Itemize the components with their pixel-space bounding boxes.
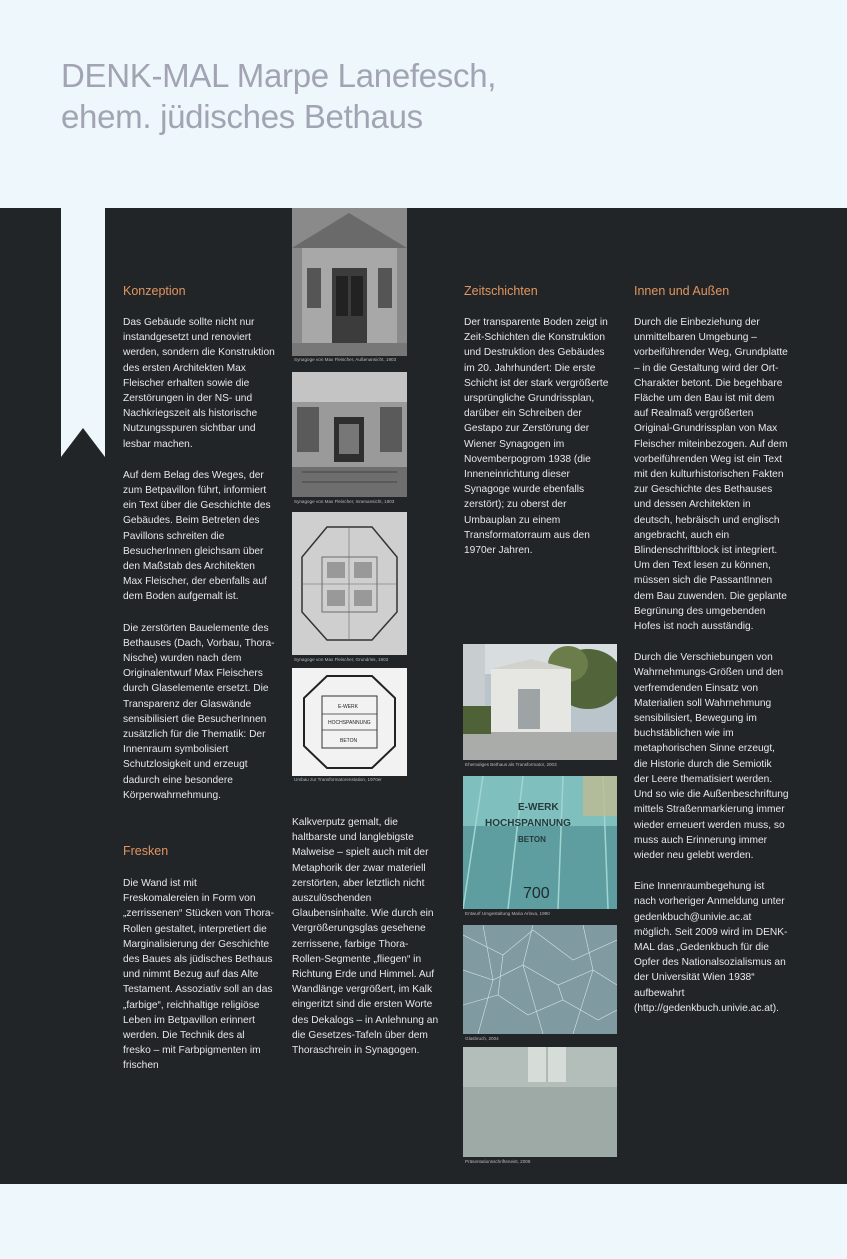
photo-transformer-building xyxy=(463,644,617,760)
heading-innen-aussen: Innen und Außen xyxy=(634,284,730,298)
plan-label-2: HOCHSPANNUNG xyxy=(328,720,371,726)
photo-synagogue-exterior xyxy=(292,208,407,356)
plan-label-3: BETON xyxy=(340,738,358,744)
fresken-paragraph-2: Kalkverputz gemalt, die haltbarste und langlebigste Malweise – spielt auch mit der Metaphorik der zwar materiell zerstörten, aber letztlich nicht auszulöschenden Glaubensinhalte. Wie durch ein Vergrößerungsglas gesehene zerrissene, farbige Thora-Rollen-Segmente „fliegen“ in Richtung Erde und Himmel. Auf Wandlänge vergrößert, im Kalk eingeritzt sind die ersten Worte des Dekalogs – in Anlehnung an die Gesetzes-Tafeln über dem Thoraschrein in Synagogen. xyxy=(292,817,439,1057)
heading-zeitschichten: Zeitschichten xyxy=(464,284,538,298)
title-line-2: ehem. jüdisches Bethaus xyxy=(61,98,423,135)
fresken-paragraph-1: Die Wand ist mit Freskomalereien in Form von „zerrissenen“ Stücken von Thora-Rollen gestaltet, interpretiert die Marginalisierung der Geschichte des Baues als jüdisches Bethaus und nimmt Bezug auf das Alte Testament. Assoziativ soll an das „farbige“, reichhaltige religiöse Leben im Betpavillon erinnert werden. Die Technik des al fresko – mit Farbpigmenten im frischen xyxy=(123,878,274,1072)
caption-8: Präsentationsschrifteneist, 2008 xyxy=(465,1159,531,1164)
plan-label-1: E-WERK xyxy=(338,704,358,710)
photo-broken-glass xyxy=(463,925,617,1034)
innen-paragraph-2: Durch die Verschiebungen von Wahrnehmungs-Größen und den verfremdenden Einsatz von Materialien soll Wahrnehmung sensibilisiert, Bewegung im buchstäblichen wie im metaphorischen Sinne erzeugt, die Historie durch die Semiotik der Leere thematisiert werden. Und so wie die Außenbeschriftung mittels Straßenmarkierung immer wieder erneuert werden muss, so muss auch Erinnerung immer wieder neu gelebt werden. xyxy=(634,652,789,861)
glass-label-4: 700 xyxy=(523,885,550,902)
caption-1: Synagoge von Max Fleischer, Außenansicht, 1903 xyxy=(294,357,397,362)
title-line-1: DENK-MAL Marpe Lanefesch, xyxy=(61,57,497,94)
photo-transformer-plan xyxy=(292,668,407,776)
page-title xyxy=(61,55,496,137)
innen-paragraph-1: Durch die Einbeziehung der unmittelbaren Umgebung – vorbeiführender Weg, Grundplatte – in die Gestaltung wird der Ort-Charakter betont. Die begehbare Fläche um den Bau ist mit dem auf Realmaß vergrößerten Original-Grundrissplan von Max Fleischer miteinbezogen. Auf dem vorbeiführenden Weg ist ein Text mit den kulturhistorischen Fakten zur Geschichte des Bethauses und dessen Architekten in deutsch, hebräisch und englisch angebracht, auch ein Blindenschriftblock ist integriert. Um den Text lesen zu können, müssen sich die PassantInnen dem Bau zuwenden. Die geplante Begrünung des umgebenden Hofes ist noch ausständig. xyxy=(634,317,788,633)
caption-2: Synagoge von Max Fleischer, Innenansicht, 1903 xyxy=(294,499,395,504)
fresken-text-2 xyxy=(292,815,440,1074)
konzeption-paragraph-2: Auf dem Belag des Weges, der zum Betpavillon führt, informiert ein Text über die Geschichte des Gebäudes. Beim Betreten des Pavillons schreiten die BesucherInnen gleichsam über den Maßstab des Architekten Max Fleischer, der ebenfalls auf dem Boden aufgemalt ist. xyxy=(123,469,271,603)
innen-paragraph-3: Eine Innenraumbegehung ist nach vorheriger Anmeldung unter gedenkbuch@univie.ac.at möglich. Seit 2009 wird im DENK-MAL das „Gedenkbuch für die Opfer des Nationalsozialismus an der Universität Wien 1938“ aufbewahrt (http://gedenkbuch.univie.ac.at). xyxy=(634,881,788,1014)
konzeption-paragraph-1: Das Gebäude sollte nicht nur instandgesetzt und renoviert werden, sondern die Konstruktion des ersten Architekten Max Fleischer erhalten sowie die Zerstörungen in der NS- und Nachkriegszeit als historische Nutzungsspuren sichtbar und lesbar machen. xyxy=(123,317,275,450)
glass-label-1: E-WERK xyxy=(518,802,559,813)
photo-floor-plan xyxy=(292,512,407,655)
konzeption-text xyxy=(123,315,275,819)
glass-label-2: HOCHSPANNUNG xyxy=(485,818,571,829)
heading-fresken: Fresken xyxy=(123,844,169,858)
innen-text xyxy=(634,315,789,1032)
caption-6: Entwurf Umgestaltung Maria Arlova, 1990 xyxy=(465,911,550,916)
caption-3: Synagoge von Max Fleischer, Grundriss, 1903 xyxy=(294,657,389,662)
caption-5: Ehemaliges Bethaus als Transformator, 2003 xyxy=(465,762,557,767)
photo-synagogue-interior xyxy=(292,372,407,497)
photo-window-wall xyxy=(463,1047,617,1157)
heading-konzeption: Konzeption xyxy=(123,284,186,298)
caption-4: Umbau zur Transformatorenstation, 1970er xyxy=(294,777,382,782)
fresken-text-1 xyxy=(123,876,275,1090)
zeitschichten-text xyxy=(464,315,616,574)
photo-glass-floor xyxy=(463,776,617,909)
bookmark-ribbon-icon xyxy=(61,208,105,457)
caption-7: Glasbruch, 2004 xyxy=(465,1036,499,1041)
konzeption-paragraph-3: Die zerstörten Bauelemente des Bethauses (Dach, Vorbau, Thora-Nische) wurden nach dem Originalentwurf Max Fleischers durch Glaselemente ersetzt. Die Transparenz der Glaswände sensibilisiert die BesucherInnen zusätzlich für die Thematik: Der Innenraum symbolisiert Schutzlosigkeit und erzeugt dadurch eine besondere Körperwahrnehmung. xyxy=(123,622,275,801)
zeitschichten-paragraph: Der transparente Boden zeigt in Zeit-Schichten die Konstruktion und Destruktion des Gebäudes im 20. Jahrhundert: Die erste Schicht ist der stark vergrößerte ursprüngliche Grundrissplan, darüber ein Schreiben der Gestapo zur Zerstörung der Wiener Synagogen im Novemberpogrom 1938 (die Inneneinrichtung dieser Synagoge wurde ebenfalls zerstört); zu oberst der Umbauplan zu einem Transformatorraum aus den 1970er Jahren. xyxy=(464,317,609,557)
glass-label-3: BETON xyxy=(518,835,546,844)
